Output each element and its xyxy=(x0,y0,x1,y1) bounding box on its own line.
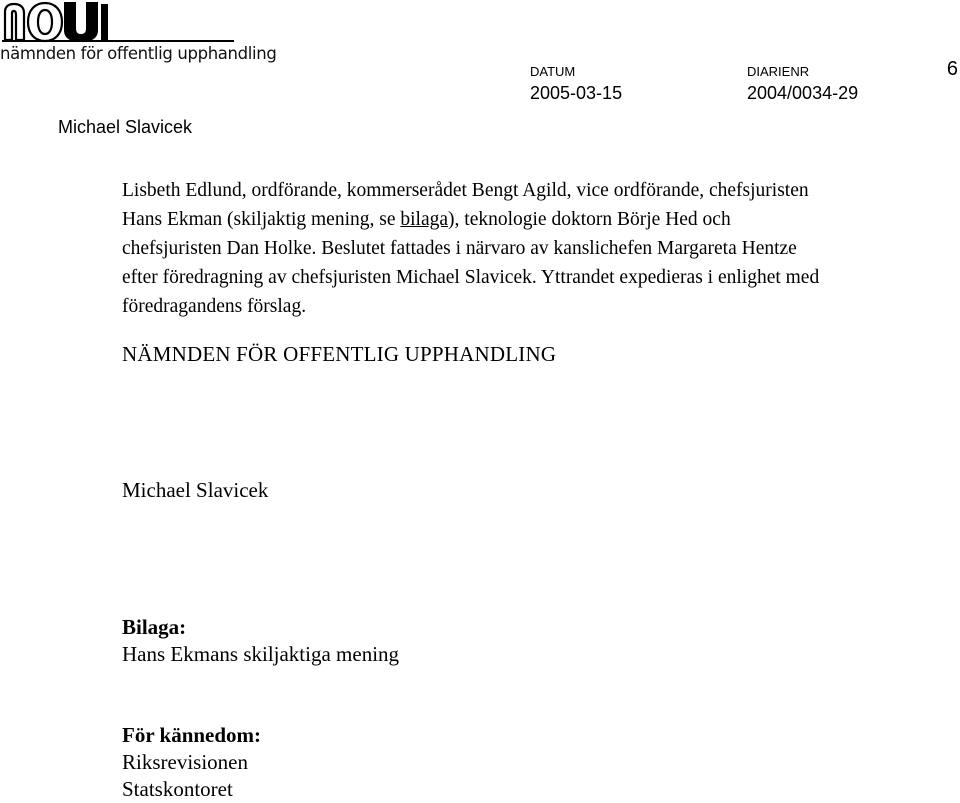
paragraph-text-end: ), teknologie doktorn Börje Hed och chefsjuristen Dan Holke. Beslutet fattades i närvaro av kanslichefen Margareta Hentze efter föredragning av chefsjuristen Michael Slavicek. Yttrandet expedieras i enlighet med föredragandens förslag. xyxy=(122,209,820,317)
attachment-item: Hans Ekmans skiljaktiga mening xyxy=(122,642,400,666)
distribution-item: Riksrevisionen xyxy=(122,750,248,774)
recipient-name: Michael Slavicek xyxy=(58,117,193,137)
diary-number-value: 2004/0034-29 xyxy=(747,83,859,103)
distribution-item: Statskontoret xyxy=(122,777,233,801)
logo-rule xyxy=(2,40,234,42)
logo-text: nämnden för offentlig upphandling xyxy=(0,44,277,63)
for-information-section xyxy=(122,722,261,803)
date-value: 2005-03-15 xyxy=(530,83,623,103)
authority-heading: NÄMNDEN FÖR OFFENTLIG UPPHANDLING xyxy=(122,342,557,366)
attachment-link[interactable]: bilaga xyxy=(400,209,449,230)
nou-logo-mark xyxy=(0,0,240,44)
paragraph-text-start: Lisbeth Edlund, ordförande, kommerserådet Bengt Agild, vice ordförande, chefsjuristen Hans Ekman (skiljaktig mening, se xyxy=(122,180,809,230)
attachment-title: Bilaga: xyxy=(122,615,187,639)
date-label: DATUM xyxy=(530,64,576,79)
diary-number-label: DIARIENR xyxy=(747,64,810,79)
nou-logo xyxy=(0,0,277,70)
for-information-title: För kännedom: xyxy=(122,723,262,747)
decision-paragraph xyxy=(122,176,822,321)
signer-name: Michael Slavicek xyxy=(122,478,269,502)
attachment-section xyxy=(122,614,399,668)
page-number: 6 xyxy=(946,58,958,80)
